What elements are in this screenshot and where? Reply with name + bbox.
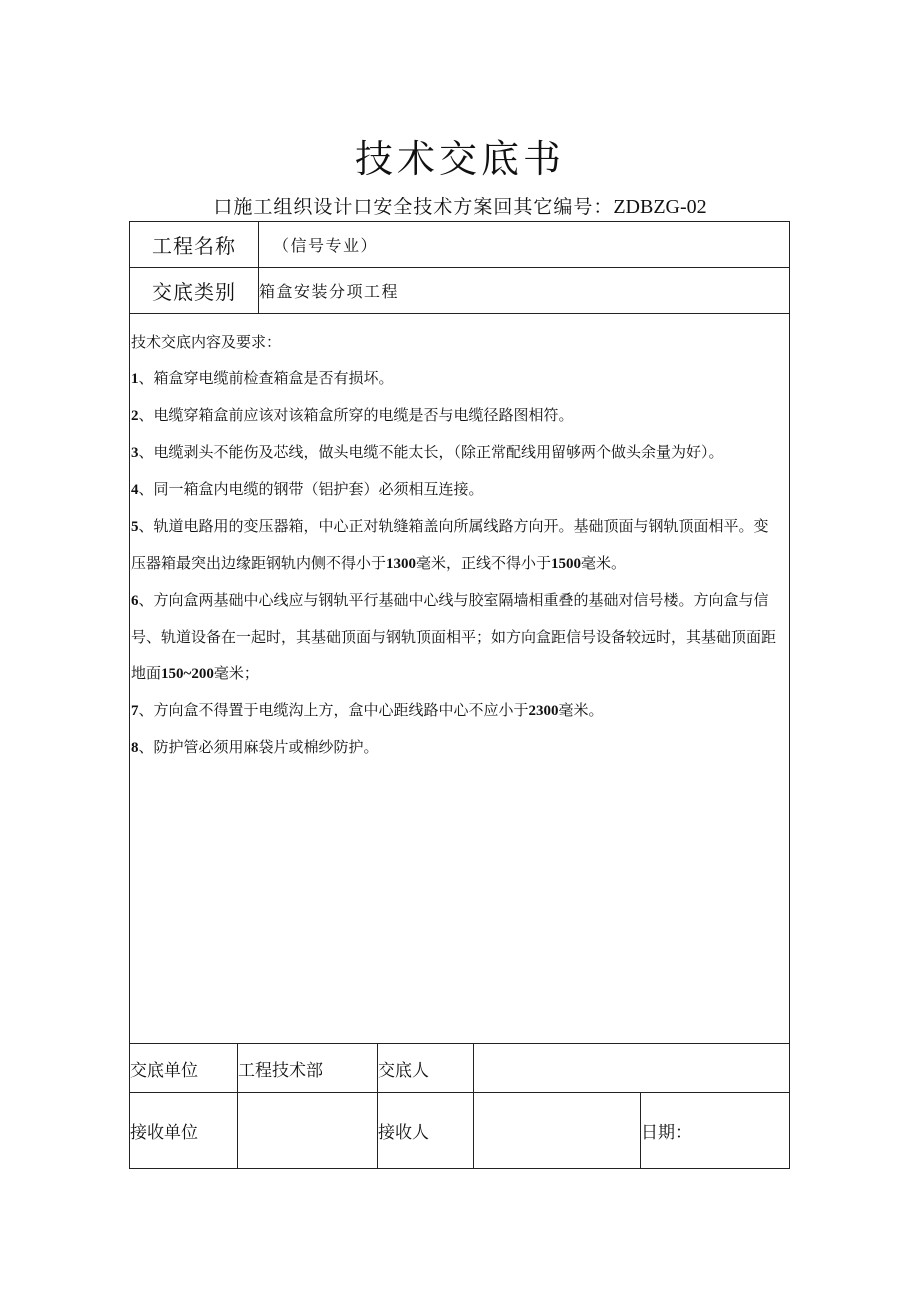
receiver-value[interactable] bbox=[473, 1093, 640, 1168]
list-item: 7、方向盒不得置于电缆沟上方，盒中心距线路中心不应小于2300毫米。 bbox=[131, 701, 604, 719]
list-item: 3、电缆剥头不能伤及芯线，做头电缆不能太长，（除正常配线用留够两个做头余量为好）。 bbox=[131, 443, 724, 461]
receiver-label: 接收人 bbox=[377, 1093, 473, 1168]
discloser-value[interactable] bbox=[473, 1044, 791, 1092]
project-name-value: （信号专业） bbox=[258, 222, 791, 267]
document-type-checkboxes: 口施工组织设计口安全技术方案回其它编号： bbox=[213, 196, 614, 218]
disclosure-type-value: 箱盒安装分项工程 bbox=[258, 268, 791, 313]
project-name-label: 工程名称 bbox=[152, 234, 236, 258]
disclosure-unit-label: 交底单位 bbox=[130, 1060, 198, 1081]
receiving-unit-row bbox=[130, 1093, 789, 1168]
receiving-unit-value[interactable] bbox=[237, 1093, 377, 1168]
disclosure-form bbox=[129, 221, 790, 1169]
disclosure-unit-row bbox=[130, 1044, 789, 1093]
disclosure-content bbox=[130, 314, 789, 1044]
disclosure-type-label: 交底类别 bbox=[152, 280, 236, 304]
receiving-unit-label: 接收单位 bbox=[130, 1123, 198, 1143]
list-item: 2、电缆穿箱盒前应该对该箱盒所穿的电缆是否与电缆径路图相符。 bbox=[131, 406, 574, 424]
document-title: 技术交底书 bbox=[354, 137, 565, 181]
list-item: 1、箱盒穿电缆前检查箱盒是否有损坏。 bbox=[131, 369, 394, 387]
list-item: 8、防护管必须用麻袋片或棉纱防护。 bbox=[131, 738, 379, 756]
type-row bbox=[130, 268, 789, 314]
document-subtitle bbox=[0, 192, 920, 219]
content-heading: 技术交底内容及要求： bbox=[131, 333, 282, 351]
discloser-label: 交底人 bbox=[377, 1044, 473, 1092]
disclosure-unit-value: 工程技术部 bbox=[237, 1044, 377, 1092]
list-item: 6、方向盒两基础中心线应与钢轨平行基础中心线与胶室隔墙相重叠的基础对信号楼。方向盒与信号、轨道设备在一起时，其基础顶面与钢轨顶面相平；如方向盒距信号设备较远时，其基础顶面距地面150~200毫米； bbox=[131, 591, 777, 682]
project-row bbox=[130, 222, 789, 268]
list-item: 5、轨道电路用的变压器箱，中心正对轨缝箱盖向所属线路方向开。基础顶面与钢轨顶面相平。变压器箱最突出边缘距钢轨内侧不得小于1300毫米，正线不得小于1500毫米。 bbox=[131, 517, 769, 572]
date-label: 日期： bbox=[640, 1093, 791, 1168]
list-item: 4、同一箱盒内电缆的钢带（铝护套）必须相互连接。 bbox=[131, 480, 484, 498]
document-code: ZDBZG-02 bbox=[613, 196, 707, 218]
